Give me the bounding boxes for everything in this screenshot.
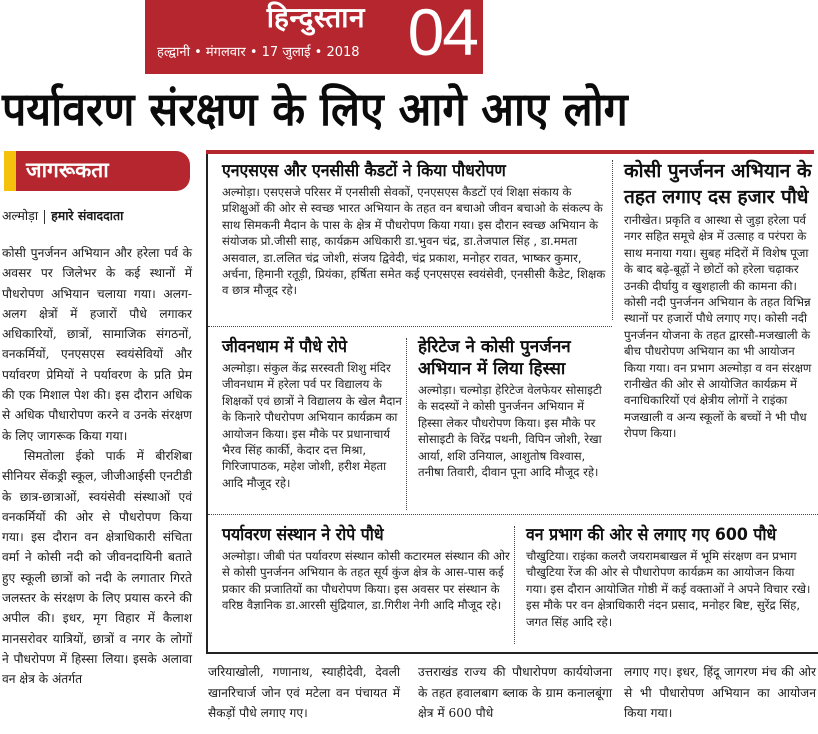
page-number: 04 [407, 0, 477, 69]
story-environment-institute [222, 524, 512, 614]
story-title: कोसी पुनर्जनन अभियान के तहत लगाए दस हजार पौधे [624, 160, 812, 208]
byline [2, 207, 123, 224]
story-jeevandham [222, 336, 402, 491]
story-body: चौखुटिया। राइंका कलरौ जयरामबाखल में भूमि संरक्षण वन प्रभाग चौखुटिया रेंज की ओर से पौधारोपण कार्यक्रम का आयोजन किया गया। इस दौरान आयोजित गोष्ठी में कई वक्ताओं ने अपने विचार रखे। इस मौके पर वन क्षेत्राधिकारी नंदन प्रसाद, मनोहर बिष्ट, सुरेंद्र सिंह, जगत सिंह आदि रहे। [526, 549, 811, 629]
story-body: अल्मोड़ा। एसएसजे परिसर में एनसीसी सेवकों, एनएसएस कैडटों एवं शिक्षा संकाय के प्रशिक्षुओं की ओर से स्वच्छ भारत अभियान के तहत वन बचाओ जीवन बचाओ के संकल्प के साथ सिमकनी मैदान के पास के क्षेत्र में पौधरोपण किया गया। इस दौरान स्वच्छ अभियान के संयोजक प्रो.जीसी साह, कार्यक्रम अधिकारी डा.भुवन चंद्र, डा.तेजपाल सिंह , डा.ममता असवाल, डा.ललित चंद्र जोशी, संजय द्विवेदी, चंद्र प्रकाश, मनोहर रावत, भाष्कर कुमार, अर्चना, हिमानी रतूड़ी, प्रियंका, हर्षिता समेत कई एनएसएस स्वयंसेवी, एनसीसी कैडेट, शिक्षक व छात्र मौजूद रहे। [222, 185, 606, 298]
story-heritage [418, 336, 610, 480]
stories-box [206, 154, 818, 654]
section-tag-label: जागरूकता [26, 158, 109, 182]
story-title: एनएसएस और एनसीसी कैडटों ने किया पौधरोपण [222, 161, 506, 181]
byline-reporter: हमारे संवाददाता [51, 208, 124, 223]
story-nss-ncc [222, 160, 606, 299]
lead-paragraph: सिमतोला ईको पार्क में बीरशिबा सीनियर सेंकड्री स्कूल, जीजीआईसी एनटीडी के छात्र-छात्राओं, स्वयंसेवी संस्थाओं एवं वनकर्मियों की ओर से पौधरोपण किया गया। इस दौरान वन क्षेत्राधिकारी संचिता वर्मा ने कोसी नदी को जीवनदायिनी बताते हुए स्कूली छात्रों को नदी के लगातार गिरते जलस्तर के संरक्षण के लिए प्रयास करने की अपील की। इधर, मृग विहार में कैलाश मानसरोवर यात्रियों, छात्रों व नगर के लोगों ने पौधरोपण में हिस्सा लिया। इसके अलावा वन क्षेत्र के अंतर्गत [2, 448, 192, 687]
story-body: रानीखेत। प्रकृति व आस्था से जुड़ा हरेला पर्व नगर सहित समूचे क्षेत्र में उत्साह व परंपरा के साथ मनाया गया। सुबह मंदिरों में विशेष पूजा के बाद बढ़े-बूढ़ों ने छोटों को हरेला चढ़ाकर उनकी दीर्घायु व खुशहाली की कामना की। कोसी नदी पुनर्जनन अभियान के तहत विभिन्न स्थानों पर हजारों पौधे लगाए गए। कोसी नदी पुनर्जनन योजना के तहत द्वारसौ-मजखाली के बीच पौधरोपण अभियान का भी आयोजन किया गया। वन प्रभाग अल्मोड़ा व वन संरक्षण रानीखेत की ओर से आयोजित कार्यक्रम में वनाधिकारियों एवं क्षेत्रीय लोगों ने राइंका मजखाली व अन्य स्कूलों के बच्चों ने भी पौध रोपण किया। [624, 213, 812, 441]
lead-continuation-2: उत्तराखंड राज्य की पौधारोपण कार्ययोजना के तहत हवालबाग ब्लाक के ग्राम कनालबूंगा क्षेत्र में 600 पौधे [418, 665, 612, 720]
column-divider [612, 160, 613, 320]
masthead [145, 0, 483, 70]
lead-story-body [2, 243, 192, 690]
byline-divider [44, 210, 45, 224]
story-body: अल्मोड़ा। चल्मोड़ा हेरिटेज वेलफेयर सोसाइटी के सदस्यों ने कोसी पुनर्जनन अभियान में हिस्सा लेकर पौधरोपण किया। इस मौके पर सोसाइटी के विरेंद्र पथनी, विपिन जोशी, रेखा आर्या, शशि उनियाल, आशुतोष विश्वास, तनीषा तिवारी, दीवान पूना आदि मौजूद रहे। [418, 383, 602, 480]
story-title: वन प्रभाग की ओर से लगाए गए 600 पौधे [526, 525, 777, 545]
column-divider [514, 526, 515, 644]
newspaper-brand: हिन्दुस्तान [266, 1, 365, 34]
byline-place: अल्मोड़ा [2, 208, 39, 223]
lead-continuation-3: लगाए गए। इधर, हिंदू जागरण मंच की ओर से भी पौधारोपण अभियान का आयोजन किया गया। [624, 665, 816, 720]
lead-continuation-1: जरियाखोली, गणानाथ, स्याहीदेवी, देवली खानरिचार्ज जोन एवं मटेला वन पंचायत में सैकड़ों पौधे लगाए गए। [208, 665, 400, 720]
row-divider [208, 514, 818, 515]
story-title: जीवनधाम में पौधे रोपे [222, 337, 347, 357]
lead-paragraph: कोसी पुनर्जनन अभियान और हरेला पर्व के अवसर पर जिलेभर के कई स्थानों में पौधरोपण अभियान चलाया गया। अलग-अलग क्षेत्रों में हजारों पौधे लगाकर अधिकारियों, छात्रों, सामाजिक संगठनों, वनकर्मियों, एनएसएस स्वयंसेवियों और पर्यावरण प्रेमियों ने पर्यावरण के प्रति प्रेम की एक मिशाल पेश की। इस दौरान अधिक से अधिक पौधारोपण करने व उनके संरक्षण के लिए जागरूक किया गया। [2, 246, 192, 443]
section-tag [4, 151, 190, 191]
story-title: हेरिटेज ने कोसी पुनर्जनन अभियान में लिया हिस्सा [418, 337, 571, 379]
story-kosi-ten-thousand [624, 158, 816, 442]
story-title: पर्यावरण संस्थान ने रोपे पौधे [222, 525, 384, 545]
story-forest-division [526, 524, 816, 630]
dateline: हल्द्वानी • मंगलवार • 17 जुलाई • 2018 [157, 45, 360, 60]
row-divider [208, 326, 612, 327]
main-headline: पर्यावरण संरक्षण के लिए आगे आए लोग [2, 82, 628, 136]
story-body: अल्मोड़ा। जीबी पंत पर्यावरण संस्थान कोसी कटारमल संस्थान की ओर से कोसी पुनर्जनन अभियान के तहत सूर्य कुंज क्षेत्र के आस-पास कई प्रकार की प्रजातियों का पौधरोपण किया। इस अवसर पर संस्थान के वरिष्ठ वैज्ञानिक डा.आरसी सुंद्रियाल, डा.गिरीश नेगी आदि मौजूद रहे। [222, 549, 510, 613]
column-divider [406, 338, 407, 510]
story-body: अल्मोड़ा। संकुल केंद्र सरस्वती शिशु मंदिर जीवनधाम में हरेला पर्व पर विद्यालय के शिक्षकों एवं छात्रों ने विद्यालय के खेल मैदान के किनारे पौधरोपण अभियान कार्यक्रम का आयोजन किया। इस मौके पर प्रधानाचार्य भैरव सिंह कार्की, केदार दत्त मिश्रा, गिरिजापाठक, महेश जोशी, हरीश मेहता आदि मौजूद रहे। [222, 361, 402, 490]
